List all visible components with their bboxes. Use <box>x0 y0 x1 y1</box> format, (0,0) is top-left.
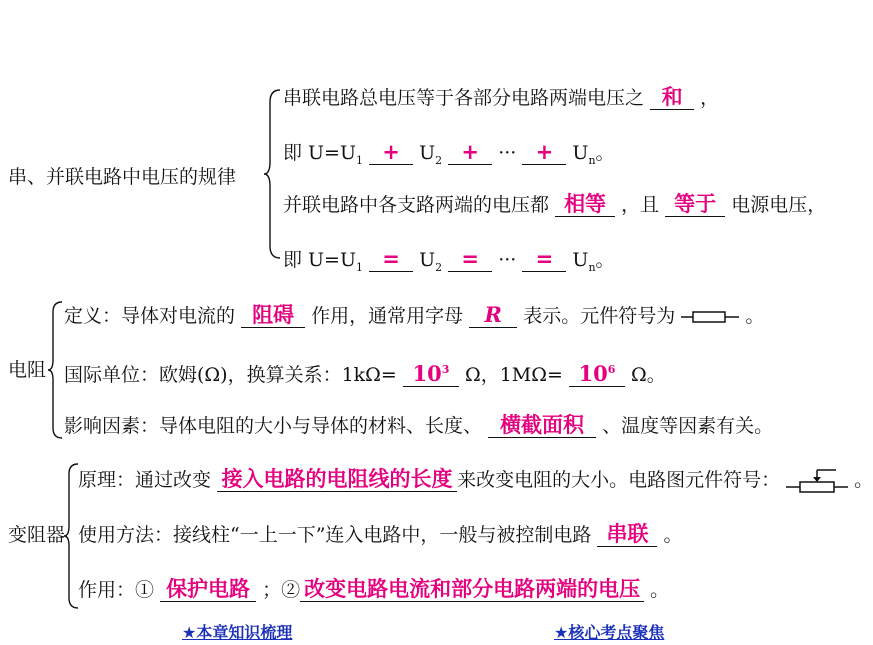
answer-blank: = <box>448 247 492 272</box>
answer-blank: + <box>522 140 566 165</box>
voltage-line-parallel: 并联电路中各支路两端的电压都 相等 ，且 等于 电源电压， <box>283 192 827 216</box>
resistance-factors: 影响因素：导体电阻的大小与导体的材料、长度、 横截面积 、温度等因素有关。 <box>64 413 774 437</box>
answer-blank: 接入电路的电阻线的长度 <box>217 467 457 492</box>
resistance-definition: 定义：导体对电流的 阻碍 作用，通常用字母 R 表示。元件符号为 。 <box>64 302 765 327</box>
resistance-title: 电阻 <box>8 359 47 381</box>
answer-blank: $10^3$ <box>403 358 459 387</box>
rheostat-function: 作用：① 保护电路 ；② 改变电路电流和部分电路两端的电压 。 <box>78 577 670 601</box>
key-points-link[interactable]: ★核心考点聚焦 <box>554 623 665 642</box>
answer-blank: 等于 <box>665 192 725 217</box>
answer-blank: R <box>469 303 517 328</box>
voltage-line-parallel-formula: 即 $U=U_1 = U_2$ = ··· = $U_n$。 <box>283 247 615 274</box>
voltage-line-series-formula: 即 $U=U_1 + U_2$ + ··· + $U_n$。 <box>283 140 615 167</box>
voltage-line-series-sum: 串联电路总电压等于各部分电路两端电压之 和 ， <box>283 85 720 109</box>
resistor-symbol-icon <box>681 309 739 325</box>
chapter-summary-link[interactable]: ★本章知识梳理 <box>182 623 293 642</box>
answer-blank: = <box>522 247 566 272</box>
answer-blank: 相等 <box>555 192 615 217</box>
answer-blank: 横截面积 <box>488 413 596 438</box>
rheostat-title: 变阻器 <box>8 524 66 546</box>
answer-blank: 改变电路电流和部分电路两端的电压 <box>300 577 644 602</box>
answer-blank: 保护电路 <box>160 577 256 602</box>
voltage-brace <box>262 88 284 260</box>
answer-blank: 串联 <box>597 522 657 547</box>
rheostat-usage: 使用方法：接线柱“一上一下”连入电路中，一般与被控制电路 串联 。 <box>78 522 683 546</box>
answer-blank: + <box>369 140 413 165</box>
voltage-rule-title: 串、并联电路中电压的规律 <box>8 166 237 188</box>
rheostat-symbol-icon <box>786 468 848 494</box>
answer-blank: 阻碍 <box>241 303 305 328</box>
answer-blank: $10^6$ <box>569 358 625 387</box>
answer-blank: = <box>369 247 413 272</box>
answer-blank: 和 <box>650 85 694 110</box>
rheostat-principle: 原理：通过改变 接入电路的电阻线的长度 来改变电阻的大小。电路图元件符号： 。 <box>78 467 873 494</box>
resistance-brace <box>46 300 66 442</box>
resistance-unit: 国际单位：欧姆(Ω)，换算关系：$1k\Omega= 10^3$ Ω，$1M\Omega= 10^6$ Ω。 <box>64 358 666 387</box>
answer-blank: + <box>448 140 492 165</box>
